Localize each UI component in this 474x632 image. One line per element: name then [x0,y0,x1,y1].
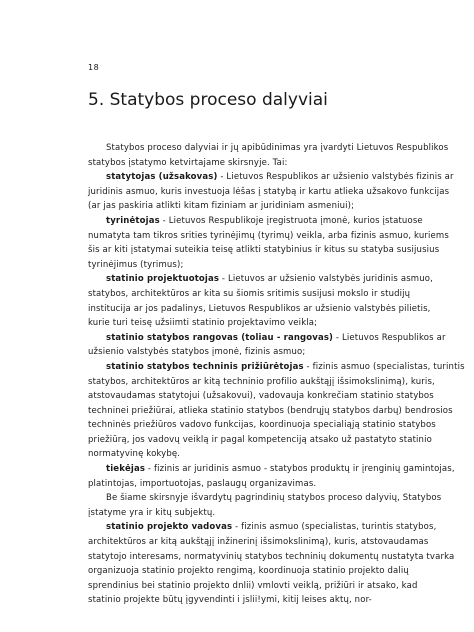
text-line [88,316,390,331]
text-span: statybos, architektūros ar kitą techninio profilio aukštąjį išsimokslinimą), kuris, [88,376,435,387]
text-line [88,302,431,317]
bold-term: statinio statybos rangovas (toliau - rangovas) [106,332,334,343]
text-line [88,229,449,244]
text-line [88,258,390,273]
text-span: architektūros ar kitą aukštąjį inžinerinį išsimokslinimą), kuris, atstovaudamas [88,537,429,548]
text-line [88,520,437,535]
page-number: 18 [88,63,100,72]
text-line [88,243,440,258]
section-heading: 5. Statybos proceso dalyviai [88,90,328,110]
text-line [88,418,436,433]
text-line [88,593,390,608]
text-span: Be šiame skirsnyje išvardytų pagrindinių statybos proceso dalyvių, Statybos [106,493,442,504]
bold-term: tiekėjas [106,464,146,475]
text-span: užsienio valstybės statybos įmonė, fizinis asmuo; [88,347,306,358]
bold-term: statytojas (užsakovas) [106,172,218,183]
text-span: - Lietuvos Respublikoje įregistruota įmonė, kurios įstatuose [159,215,423,226]
text-line [88,550,455,565]
bold-term: statinio statybos techninis prižiūrėtojas [106,361,304,372]
text-span: - fizinis asmuo (specialistas, turintis [303,361,465,372]
text-span: - Lietuvos Respublikos ar [333,332,446,343]
text-line [88,433,432,448]
text-span: tyrinėjimus (tyrimus); [88,259,184,270]
text-span: - fizinis ar juridinis asmuo - statybos produktų ir įrenginių gamintojas, [145,464,455,475]
text-line [88,214,423,229]
text-span: platintojas, importuotojas, paslaugų organizavimas. [88,478,317,489]
text-line [88,535,429,550]
text-line [88,287,411,302]
text-line [88,491,442,506]
bold-term: statinio projektuotojas [106,274,220,285]
bold-term: statinio projekto vadovas [106,522,233,533]
text-line [88,404,453,419]
text-span: atstovaudamas statytojui (užsakovui), vadovauja konkrečiam statinio statybos [88,391,434,402]
text-span: statybos įstatymo ketvirtajame skirsnyje. Tai: [88,157,288,168]
text-line [88,345,390,360]
text-line [88,564,409,579]
document-body [88,141,465,608]
text-line [88,477,390,492]
text-line [88,185,450,200]
text-span: (ar jas paskiria atlikti kitam fiziniam ar juridiniam asmeniui); [88,201,355,212]
text-span: statytojo interesams, normatyvinių statybos techninių dokumentų nustatyta tvarka [88,551,455,562]
text-span: - Lietuvos Respublikos ar užsienio valstybės fizinis ar [217,172,454,183]
text-span: įstatyme yra ir kitų subjektų. [88,507,216,518]
text-line [88,506,390,521]
text-span: techninei priežiūrai, atlieka statinio statybos (bendrųjų statybos darbų) bendrosios [88,405,453,416]
text-line [88,389,434,404]
text-line [88,170,454,185]
text-span: numatyta tam tikros srities tyrinėjimų (tyrimų) veikla, arba fizinis asmuo, kuriems [88,230,449,241]
bold-term: tyrinėtojas [106,215,160,226]
text-span: - fizinis asmuo (specialistas, turintis statybos, [232,522,437,533]
text-line [88,141,449,156]
text-span: organizuoja statinio projekto rengimą, koordinuoja statinio projekto dalių [88,566,409,577]
text-span: statinio projekte būtų įgyvendinti i jslii!ymi, kitij leises aktų, nor- [88,595,372,606]
text-span: šis ar kiti įstatymai suteikia teisę atlikti statybinius ir kitus su statyba susijusius [88,245,440,256]
text-span: techninės priežiūros vadovo funkcijas, koordinuoja specialiąją statinio statybos [88,420,436,431]
text-span: juridinis asmuo, kuris investuoja lėšas į statybą ir kartu atlieka užsakovo funkcijas [88,186,450,197]
text-line [88,447,390,462]
text-span: sprendinius bei statinio projekto dnlii) vmlovti veiklą, prižiūri ir atsako, kad [88,580,418,591]
text-line [88,375,435,390]
text-span: normatyvinę kokybę. [88,449,181,460]
text-line [88,272,433,287]
text-line [88,579,418,594]
text-line [88,199,390,214]
text-span: Statybos proceso dalyviai ir jų apibūdinimas yra įvardyti Lietuvos Respublikos [106,143,449,153]
text-span: kurie turi teisę užsiimti statinio projektavimo veikla; [88,318,318,329]
text-span: institucija ar jos padalinys, Lietuvos Respublikos ar užsienio valstybės pilietis, [88,303,431,314]
text-span: - Lietuvos ar užsienio valstybės juridinis asmuo, [219,274,433,285]
text-span: statybos, architektūros ar kita su šiomis sritimis susijusi mokslo ir studijų [88,288,411,299]
text-line [88,360,465,375]
text-line [88,462,455,477]
text-line [88,156,390,171]
text-line [88,331,446,346]
text-span: priežiūrą, jos vadovų veiklą ir pagal kompetenciją atsako už pastatyto statinio [88,434,432,445]
